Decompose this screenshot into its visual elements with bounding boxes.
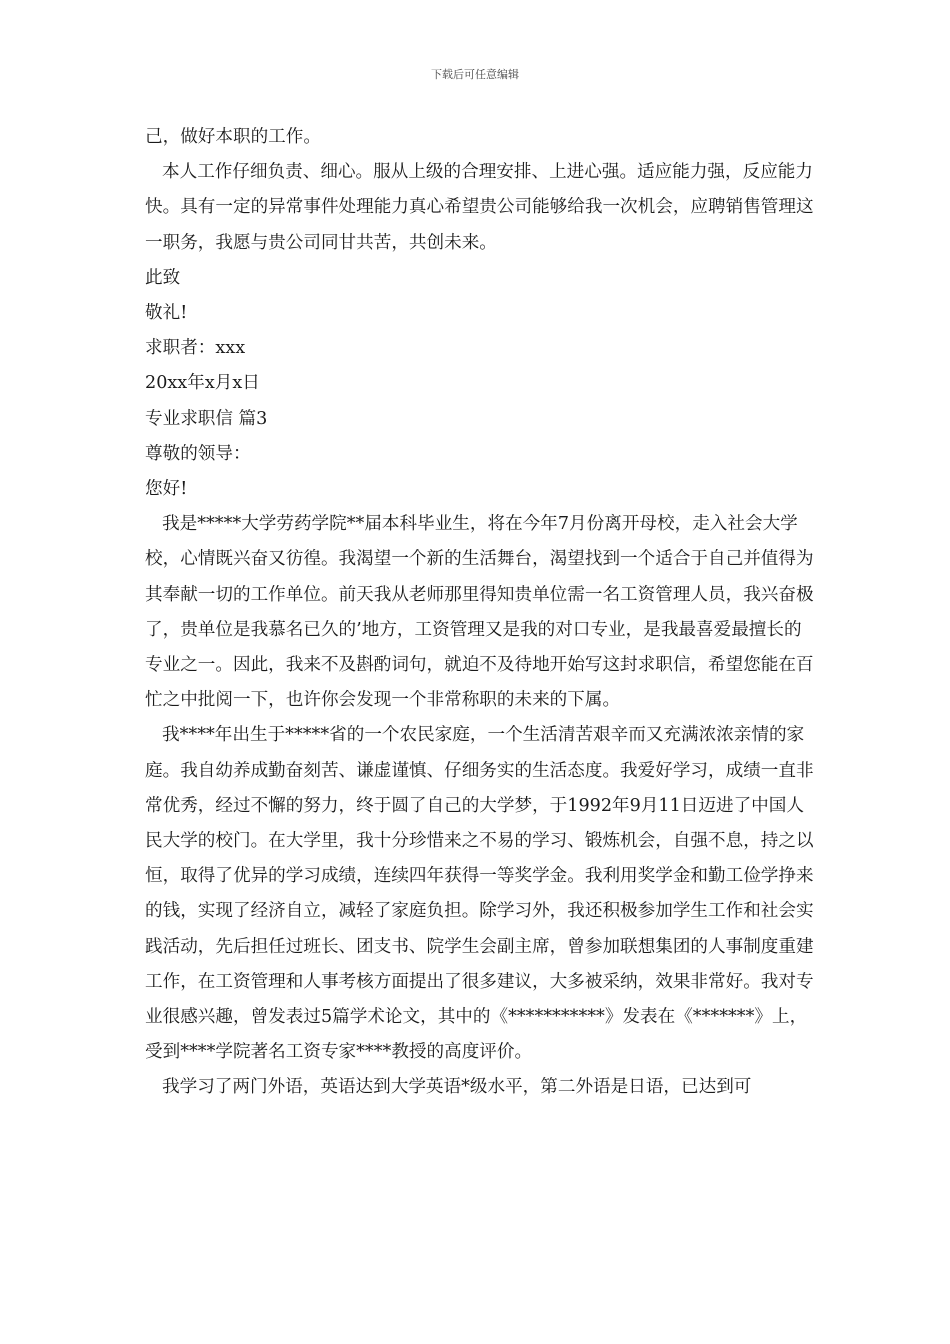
paragraph-continuation: 己，做好本职的工作。 [145, 127, 321, 147]
closing-line-2: 敬礼! [145, 303, 188, 324]
greeting: 尊敬的领导： [145, 443, 251, 464]
paragraph-introduction: 我是*****大学劳药学院**届本科毕业生，将在今年7月份离开母校，走入社会大学校，心情既兴奋又彷徨。我渴望一个新的生活舞台，渴望找到一个适合于自己并值得为其奉献一切的工作单位。前天我从老师那里得知贵单位需一名工资管理人员，我兴奋极了，贵单位是我慕名已久的’地方，工资管理又是我的对口专业，是我最喜爱最擅长的专业之一。因此，我来不及斟酌词句，就迫不及待地开始写这封求职信，希望您能在百忙之中批阅一下，也许你会发现一个非常称职的未来的下属。 [145, 514, 814, 711]
signature-name: 求职者：xxx [145, 338, 246, 359]
page-header: 下载后可任意编辑 [431, 68, 519, 81]
section-title: 专业求职信 篇3 [145, 408, 268, 429]
hello-line: 您好! [145, 479, 188, 500]
signature-date: 20xx年x月x日 [145, 373, 260, 394]
paragraph-self-assessment: 本人工作仔细负责、细心。服从上级的合理安排、上进心强。适应能力强，反应能力快。具有一定的异常事件处理能力真心希望贵公司能够给我一次机会，应聘销售管理这一职务，我愿与贵公司同甘共苦，共创未来。 [145, 162, 814, 253]
paragraph-background: 我****年出生于*****省的一个农民家庭，一个生活清苦艰辛而又充满浓浓亲情的家庭。我自幼养成勤奋刻苦、谦虚谨慎、仔细务实的生活态度。我爱好学习，成绩一直非常优秀，经过不懈的努力，终于圆了自己的大学梦，于1992年9月11日迈进了中国人民大学的校门。在大学里，我十分珍惜来之不易的学习、锻炼机会，自强不息，持之以恒，取得了优异的学习成绩，连续四年获得一等奖学金。我利用奖学金和勤工俭学挣来的钱，实现了经济自立，减轻了家庭负担。除学习外，我还积极参加学生工作和社会实践活动，先后担任过班长、团支书、院学生会副主席，曾参加联想集团的人事制度重建工作，在工资管理和人事考核方面提出了很多建议，大多被采纳，效果非常好。我对专业很感兴趣，曾发表过5篇学术论文，其中的《***********》发表在《*******》上，受到****学院著名工资专家****教授的高度评价。 [145, 725, 814, 1063]
closing-line-1: 此致 [145, 267, 181, 288]
document-body [145, 120, 815, 1106]
paragraph-languages: 我学习了两门外语，英语达到大学英语*级水平，第二外语是日语，已达到可 [162, 1077, 752, 1098]
